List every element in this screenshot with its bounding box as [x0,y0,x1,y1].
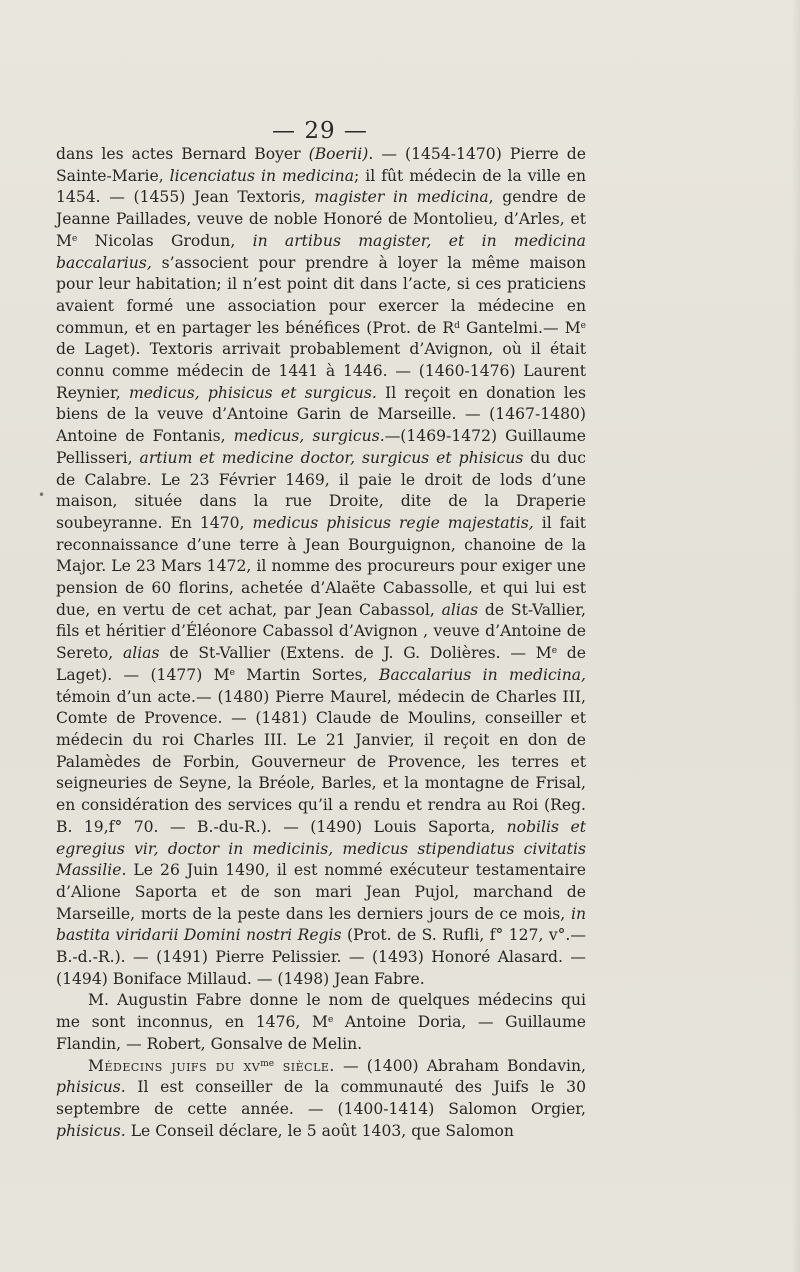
superscript-text: e [327,1015,334,1026]
italic-text: alias [441,600,479,619]
text-run: —(1469-1472) Guillaume Pellisseri, [56,427,586,467]
italic-text: medicus, phisicus et surgicus. [128,383,377,402]
text-run: ; il fût médecin de la ville en 1454. — (1455) Jean Textoris, [56,166,586,207]
text-run: Le Conseil déclare, le 5 août 1403, que Salomon [125,1121,514,1140]
italic-text: Baccalarius in medicina, [378,665,586,684]
text-run: du duc de Calabre. Le 23 Février 1469, il paie le droit de lods d’une maison, située dans la rue Droite, dite de la Draperie soubeyranne. En 1470, [56,448,587,532]
italic-text: magister in medicina [314,188,489,207]
text-run: Il est conseiller de la communauté des Juifs le 30 septembre de cette année. — (1400-1414) Salomon Orgier, [56,1078,586,1118]
text-run: Gantelmi.— M [459,318,581,337]
page-number: — 29 — [272,118,368,144]
italic-text: medicus, surgicus. [233,427,385,446]
italic-text: nobilis et egregius vir, doctor in medicinis, medicus stipendiatus civitatis Massilie. [56,817,586,880]
text-run: Antoine Doria, — Guillaume Flandin, — Robert, Gonsalve de Melin. [56,1013,586,1053]
small-caps-text: Médecins juifs du xv [88,1056,261,1075]
italic-text: medicus phisicus regie majestatis, [252,513,534,532]
text-run: de Laget). Textoris arrivait probablement d’Avignon, où il était connu comme médecin de 1441 à 1446. — (1460-1476) Laurent Reynier, [56,340,586,402]
text-run: M. Augustin Fabre donne le nom de quelques médecins qui me sont inconnus, en 1476, M [56,991,586,1032]
page-body-text [56,144,586,1142]
superscript-text: d [454,320,460,331]
text-run: . — (1454-1470) Pierre de Sainte-Marie, [56,145,586,185]
text-run: , gendre de Jeanne Paillades, veuve de noble Honoré de Montolieu, d’Arles, et M [56,188,586,250]
text-run: de St-Vallier (Extens. de J. G. Dolières. — M [159,644,552,663]
page-edge-shadow [792,0,800,1272]
small-caps-text: siècle. [274,1056,335,1075]
italic-text: phisicus. [56,1121,126,1140]
italic-text: phisicus. [56,1078,126,1097]
margin-speck: • [38,488,46,502]
text-run: — (1400) Abraham Bondavin, [334,1056,586,1075]
text-run: il fait reconnaissance d’une terre à Jean Bourguignon, chanoine de la Major. Le 23 Mars 1472, il nomme des procureurs pour exiger une pension de 60 florins, achetée d’Alaëte Cabassolle, et qui lui est due, en vertu de cet achat, par Jean Cabassol, [56,513,586,619]
italic-text: (Boerii) [308,145,369,163]
superscript-text: me [260,1058,275,1069]
paragraph [56,990,586,1055]
italic-text: in bastita viridarii Domini nostri Regis [56,904,586,945]
text-run: Le 26 Juin 1490, il est nommé exécuteur testamentaire d’Alione Saporta et de son mari Jean Pujol, marchand de Marseille, morts de la peste dans les derniers jours de ce mois, [56,861,586,923]
text-run: témoin d’un acte.— (1480) Pierre Maurel, médecin de Charles III, Comte de Provence. — (1481) Claude de Moulins, conseiller et médecin du roi Charles III. Le 21 Janvier, il reçoit en don de Palamèdes de Forbin, Gouverneur de Provence, les terres et seigneuries de Seyne, la Bréole, Barles, et la montagne de Frisal, en considération des services qu’il a rendu et rendra au Roi (Reg. B. 19,f° 70. — B.-du-R.). — (1490) Louis Saporta, [56,687,586,836]
superscript-text: e [229,667,235,678]
superscript-text: e [71,233,78,244]
text-run: dans les actes Bernard Boyer [56,145,309,163]
text-run: s’associent pour prendre à loyer la même maison pour leur habitation; il n’est point dit dans l’acte, si ces praticiens avaient formé une association pour exercer la médecine en commun, et en partager les bénéfices (Prot. de R [56,253,586,337]
italic-text: alias [122,644,160,663]
superscript-text: e [580,320,586,331]
italic-text: artium et medicine doctor, surgicus et phisicus [139,448,524,467]
text-run: Il reçoit en donation les biens de la veuve d’Antoine Garin de Marseille. — (1467-1480) Antoine de Fontanis, [56,383,586,446]
text-run: de Laget). — (1477) M [56,644,586,684]
italic-text: licenciatus in medicina [169,166,355,185]
paragraph [56,144,586,990]
paragraph [56,1056,586,1143]
text-run: (Prot. de S. Rufli, f° 127, v°.—B.-d.-R.). — (1491) Pierre Pelissier. — (1493) Honoré Alasard. — (1494) Boniface Millaud. — (1498) Jean Fabre. [56,926,586,988]
text-run: de St-Vallier, fils et héritier d’Éléonore Cabassol d’Avignon , veuve d’Antoine de Sereto, [56,600,586,663]
text-run: Martin Sortes, [234,665,379,684]
superscript-text: e [551,646,558,657]
text-run: Nicolas Grodun, [77,231,253,250]
italic-text: in artibus magister, et in medicina baccalarius, [56,231,586,272]
